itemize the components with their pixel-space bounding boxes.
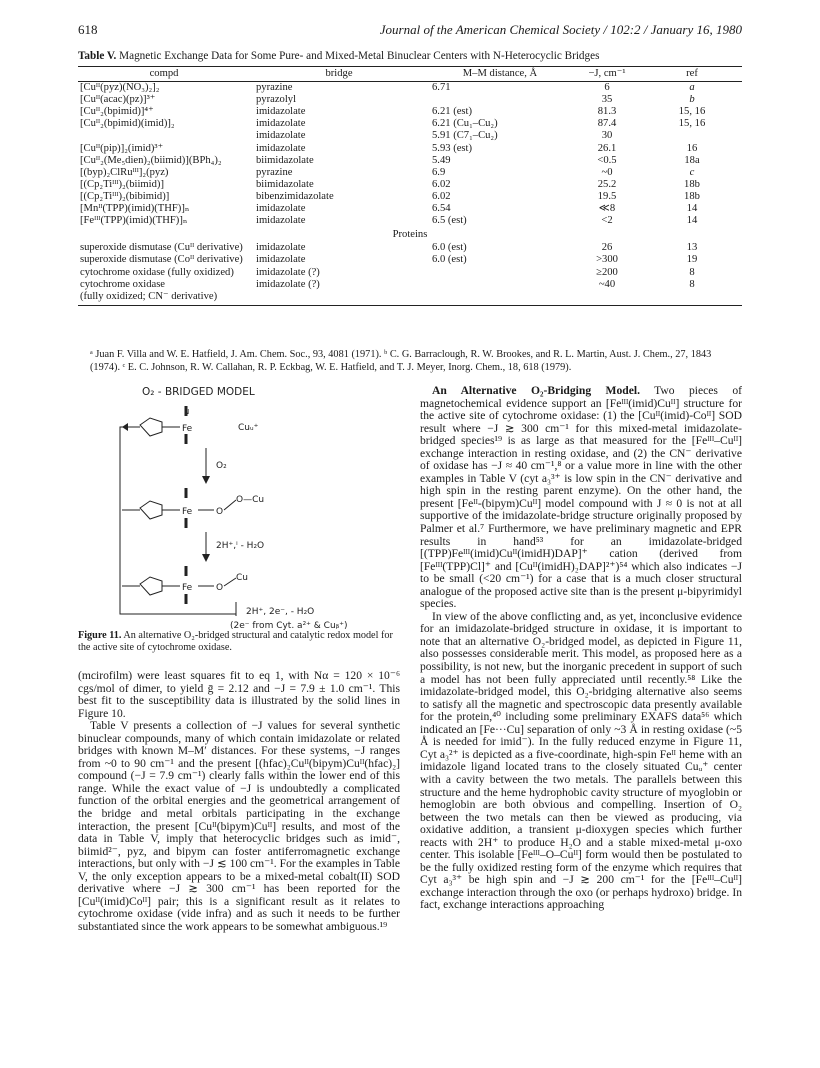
table-title: Magnetic Exchange Data for Some Pure- and Mixed-Metal Binuclear Centers with N-Heterocyclic Bridges: [119, 50, 600, 62]
cell-distance: 5.91 (C7₁–Cu₂): [432, 130, 498, 142]
cell-bridge: imidazolate: [256, 106, 306, 118]
cu-label: Cuᵤ⁺: [238, 423, 259, 433]
figure-caption-label: Figure 11.: [78, 630, 122, 641]
table-row: [78, 279, 742, 291]
right-paragraph-1: [420, 385, 742, 611]
cell-distance: 6.5 (est): [432, 215, 467, 227]
table-label: Table V.: [78, 50, 117, 62]
cell-distance: [428, 267, 572, 279]
cell-compd: superoxide dismutase (Cuᴵᴵ derivative): [80, 242, 243, 254]
figure-caption-text: An alternative O₂-bridged structural and catalytic redox model for the active site of cytochrome oxidase.: [78, 630, 393, 654]
table-row: [78, 94, 742, 106]
cell-compd: [Cuᴵᴵ₂(bpimid)(imid)]₂: [80, 118, 175, 130]
right-column-text: [420, 385, 742, 912]
cell-j: <2: [601, 215, 613, 227]
cell-j: 19.5: [597, 190, 617, 202]
right-paragraph-1-text: Two pieces of magnetochemical evidence support an [Feᴵᴵᴵ(imid)Cuᴵᴵ] structure for the active site of cytochrome oxidase: (1) the [Cuᴵᴵ(imid)-Coᴵᴵ] SOD result where −J ≳ 300 cm⁻¹ for this mixed-metal imidazolate-bridged species¹⁹ is as large as that measured for the [Feᴵᴵᴵ–Cuᴵᴵ] exchange interaction in resting oxidase, and (2) the CN⁻ derivative of oxidase has −J ≈ 40 cm⁻¹,⁸ or a value more in line with the other examples in Table V (cyt a₃³⁺ is low spin in the CN⁻ derivative and high spin in the resting parent enzyme). On the other hand, the present [Feᴵᴵ-(bipym)Cuᴵᴵ] model compound with J ≈ 0 is not at all supportive of the imidazolate-bridge structure originally proposed by Palmer et al.⁷ Furthermore, we have preliminary magnetic and EPR results in hand⁵³ for an imidazolate-bridged [(TPP)Feᴵᴵᴵ(imid)Cuᴵᴵ(imidH)DAP]⁺ cation (derived from [Feᴵᴵᴵ(TPP)Cl]⁺ and [Cuᴵᴵ(imidH)₂DAP]²⁺)⁵⁴ which also indicates −J to be small (<20 cm⁻¹) for a case that is a much closer structural analogue of the proposed active site than is the present μ-bipyrimidyl species.: [420, 384, 742, 611]
table-header-row: [78, 67, 742, 82]
cell-bridge: imidazolate (?): [256, 278, 320, 290]
table-row: [78, 215, 742, 227]
cell-compd: [Cuᴵᴵ₂(Me₅dien)₂(biimid)](BPh₄)₂: [80, 154, 222, 166]
svg-text:Cu: Cu: [236, 573, 248, 583]
cell-bridge: biimidazolate: [256, 154, 314, 166]
cell-j: 26: [601, 242, 613, 254]
cell-compd: cytochrome oxidase: [80, 278, 166, 290]
cell-j: 81.3: [597, 106, 617, 118]
cell-bridge: bibenzimidazolate: [256, 190, 334, 202]
cell-bridge: biimidazolate: [256, 178, 314, 190]
svg-text:N: N: [184, 408, 190, 416]
cell-j: 87.4: [597, 118, 617, 130]
svg-text:O: O: [216, 583, 224, 593]
section-row: [78, 227, 742, 242]
svg-text:O: O: [216, 507, 224, 517]
table-row: [78, 130, 742, 142]
cell-distance: [428, 291, 572, 306]
cell-bridge: imidazolate: [256, 203, 306, 215]
cell-j: 25.2: [597, 178, 617, 190]
cell-j: <0.5: [597, 154, 617, 166]
cell-bridge: imidazolate: [256, 142, 306, 154]
cell-distance: 6.02: [432, 178, 451, 190]
cell-distance: 5.49: [432, 154, 451, 166]
step2-label: 2H⁺,ⁱ - H₂O: [216, 541, 265, 551]
table-row: [78, 179, 742, 191]
page-number: 618: [78, 22, 98, 37]
col-header-compd: compd: [78, 67, 250, 82]
col-header-ref: ref: [642, 67, 742, 82]
cell-j: ≥200: [596, 266, 618, 278]
cell-ref: 15, 16: [678, 106, 706, 118]
svg-text:Fe: Fe: [182, 507, 193, 517]
cell-distance: 6.54: [432, 203, 451, 215]
cell-ref: a: [689, 82, 695, 94]
cell-bridge: imidazolate: [256, 130, 306, 142]
cell-bridge: imidazolate: [256, 242, 306, 254]
right-paragraph-2: In view of the above conflicting and, as yet, inconclusive evidence for an imidazolate-bridged structure in oxidase, it is important to note that an alternative O₂-bridged model, as depicted in Figure 11, also possesses considerable merit. This model, as proposed here as a possibility, is not new, but the inorganic precedent in support of such a model has not been fully appreciated until recently.⁵⁸ Like the imidazolate-bridged model, this O₂-bridging alternative also seems to satisfy all the magnetic and spectroscopic data presently available for the protein,⁴⁰ including some preliminary EXAFS data⁵⁶ which indicated an [Fe···Cu] separation of only ~3 Å in resting oxidase (~5 Å is needed for imid⁻). In the fully reduced enzyme in Figure 11, Cyt a₃²⁺ is depicted as a five-coordinate, high-spin Feᴵᴵ heme with an imidazole ligand located trans to the closely situated Cuᵤ⁺ center with a cavity between the two metals. The parallels between this structure and the heme hydrophobic cavity structure of myoglobin or hemoglobin are both obvious and compelling. Insertion of O₂ between the two metals can then be viewed as producing, via oxidative addition, a transient μ-dioxygen species which further reacts with 2H⁺ to produce H₂O and a stable mixed-metal μ-oxo center. This isolable [Feᴵᴵᴵ–O–Cuᴵᴵ] form would then be postulated to be the fully oxidized resting form of the enzyme which requires that Cyt a₃³⁺ be high spin and −J ≳ 200 cm⁻¹ for the [Feᴵᴵᴵ–Cuᴵᴵ] exchange interaction through the oxo (or perhaps hydroxo) bridge. In fact, exchange interactions approaching: [420, 609, 742, 912]
cell-ref: 18a: [684, 154, 700, 166]
table-row: [78, 82, 742, 95]
step3-label: 2H⁺, 2e⁻, - H₂O: [246, 607, 315, 617]
cell-compd: [Cuᴵᴵ₂(bpimid)]⁴⁺: [80, 106, 154, 118]
structure-oxo: [122, 566, 248, 604]
table-row: [78, 143, 742, 155]
table-row: [78, 155, 742, 167]
cell-ref: 18b: [684, 190, 700, 202]
cell-ref: 14: [686, 215, 698, 227]
structure-reduced: [122, 406, 259, 444]
left-paragraph-2: Table V presents a collection of −J values for several synthetic binuclear compounds, many of which contain imidazolate or related bridges with known M–M′ distances. For these systems, −J ranges from ~0 to 90 cm⁻¹ and the present [(hfac)₂Cuᴵᴵ(bipym)Cuᴵᴵ(hfac)₂] compound (−J = 7.9 cm⁻¹) clearly falls within the lower end of this range. While the exact value of −J is undoubtedly a complicated function of the orbital energies and the geometrical arrangement of the bridge and metal orbitals participating in the exchange interaction, the present [Cuᴵᴵ(bipym)Cuᴵᴵ] results, and most of the data in Table V, imply that heterocyclic bridges such as imid⁻, biimid²⁻, pyz, and bipym can foster antiferromagnetic exchange interactions, but only with −J ≲ 100 cm⁻¹. For the examples in Table V, the only exception appears to be a mixed-metal cobalt(II) SOD derivative where −J ≳ 300 cm⁻¹ has been reported for the [Cuᴵᴵ(imid)Coᴵᴵ] pair; this is a significant result as it relates to cytochrome oxidase (vide infra) and as such it needs to be further substantiated since the work appears to be somewhat ambiguous.¹⁹: [78, 719, 400, 933]
cell-bridge: pyrazine: [256, 82, 293, 94]
cell-j: ≪8: [598, 203, 616, 215]
section-label: Proteins: [392, 229, 428, 241]
cell-compd: [Cuᴵᴵ(pip)]₂(imid)³⁺: [80, 142, 164, 154]
cell-j: [572, 291, 642, 306]
table-row: [78, 118, 742, 130]
step3b-label: (2e⁻ from Cyt. a²⁺ & Cuᵦ⁺): [230, 621, 348, 631]
cell-bridge: imidazolate: [256, 118, 306, 130]
col-header-bridge: bridge: [250, 67, 428, 82]
cell-compd: [78, 130, 250, 142]
cell-distance: 6.02: [432, 190, 451, 202]
cell-ref: [642, 130, 742, 142]
table-row: [78, 291, 742, 306]
cell-j: >300: [596, 254, 618, 266]
left-column-text: [78, 670, 400, 933]
cell-j: 6: [604, 82, 610, 94]
table-row: [78, 167, 742, 179]
cell-compd: superoxide dismutase (Coᴵᴵ derivative): [80, 254, 243, 266]
cell-distance: 6.21 (Cu₁–Cu₂): [432, 118, 498, 130]
table-row: [78, 242, 742, 254]
cell-j: 26.1: [597, 142, 617, 154]
cell-compd: [Feᴵᴵᴵ(TPP)(imid)(THF)]ₙ: [80, 215, 188, 227]
table-caption: [78, 50, 742, 62]
cell-j: 35: [601, 94, 613, 106]
cell-compd: [(Cp₂Tiᴵᴵᴵ)₂(biimid)]: [80, 178, 164, 190]
cell-ref: 19: [686, 254, 698, 266]
cell-ref: 16: [686, 142, 698, 154]
cell-bridge: imidazolate (?): [256, 266, 320, 278]
cell-bridge: [250, 291, 428, 306]
svg-text:Fe: Fe: [182, 583, 193, 593]
cell-ref: 18b: [684, 178, 700, 190]
cell-bridge: imidazolate: [256, 254, 306, 266]
step1-label: O₂: [216, 461, 227, 471]
cell-compd: [Cuᴵᴵ(pyz)(NO₃)₂]₂: [80, 82, 160, 94]
cell-ref: c: [689, 166, 695, 178]
section-heading: An Alternative O₂-Bridging Model.: [432, 384, 640, 397]
cell-j: ~0: [601, 166, 613, 178]
cell-bridge: pyrazolyl: [256, 94, 297, 106]
figure-caption: [78, 630, 400, 655]
exchange-data-table: [78, 66, 742, 306]
svg-text:O—Cu: O—Cu: [236, 495, 265, 505]
cell-j: 30: [601, 130, 613, 142]
cell-compd: (fully oxidized; CN⁻ derivative): [78, 291, 250, 306]
structure-peroxo: [122, 488, 264, 528]
cell-distance: 6.9: [432, 166, 446, 178]
cell-j: ~40: [598, 278, 616, 290]
o2-bridged-model-diagram: [78, 382, 396, 632]
cell-bridge: pyrazine: [256, 166, 293, 178]
col-header-j: −J, cm⁻¹: [572, 67, 642, 82]
cell-distance: [428, 279, 572, 291]
cell-ref: 13: [686, 242, 698, 254]
cell-compd: [Cuᴵᴵ(acac)(pz)]³⁺: [80, 94, 156, 106]
figure-11: [78, 382, 396, 632]
cell-compd: cytochrome oxidase (fully oxidized): [80, 266, 234, 278]
cell-distance: [428, 94, 572, 106]
cell-compd: [Mnᴵᴵ(TPP)(imid)(THF)]ₙ: [80, 203, 190, 215]
table-footnote: ᵃ Juan F. Villa and W. E. Hatfield, J. Am. Chem. Soc., 93, 4081 (1971). ᵇ C. G. Barraclough, R. W. Brookes, and R. L. Martin, Aust. J. Chem., 27, 1843 (1974). ᶜ E. C. Johnson, R. W. Callahan, R. P. Eckbag, W. E. Hatfield, and T. J. Meyer, Inorg. Chem., 18, 618 (1979).: [90, 349, 712, 373]
cell-distance: 6.0 (est): [432, 242, 467, 254]
cell-ref: 15, 16: [678, 118, 706, 130]
running-header: [78, 22, 742, 40]
svg-text:Fe: Fe: [182, 424, 193, 434]
cell-distance: 6.21 (est): [432, 106, 473, 118]
cell-distance: 6.0 (est): [432, 254, 467, 266]
cell-compd: [(Cp₂Tiᴵᴵᴵ)₂(bibimid)]: [80, 190, 170, 202]
table-row: [78, 191, 742, 203]
journal-line: Journal of the American Chemical Society / 102:2 / January 16, 1980: [379, 22, 742, 37]
cell-ref: 8: [689, 266, 695, 278]
figure-title: O₂ - BRIDGED MODEL: [142, 386, 255, 398]
table-row: [78, 203, 742, 215]
table-row: [78, 254, 742, 266]
cell-distance: 5.93 (est): [432, 142, 473, 154]
cell-ref: b: [689, 94, 695, 106]
cell-compd: [(byp)₂ClRuᴵᴵᴵ]₂(pyz): [80, 166, 169, 178]
cell-distance: 6.71: [432, 82, 451, 94]
left-paragraph-1: (mcirofilm) were least squares fit to eq 1, with Nα = 120 × 10⁻⁶ cgs/mol of dimer, to yield ḡ = 2.12 and −J = 7.9 ± 1.0 cm⁻¹. This best fit to the susceptibility data is illustrated by the solid lines in Figure 10.: [78, 669, 400, 720]
cell-ref: 14: [686, 203, 698, 215]
table-row: [78, 106, 742, 118]
cell-bridge: imidazolate: [256, 215, 306, 227]
table-row: [78, 267, 742, 279]
cell-ref: [642, 291, 742, 306]
col-header-distance: M–M distance, Å: [428, 67, 572, 82]
cell-ref: 8: [689, 278, 695, 290]
